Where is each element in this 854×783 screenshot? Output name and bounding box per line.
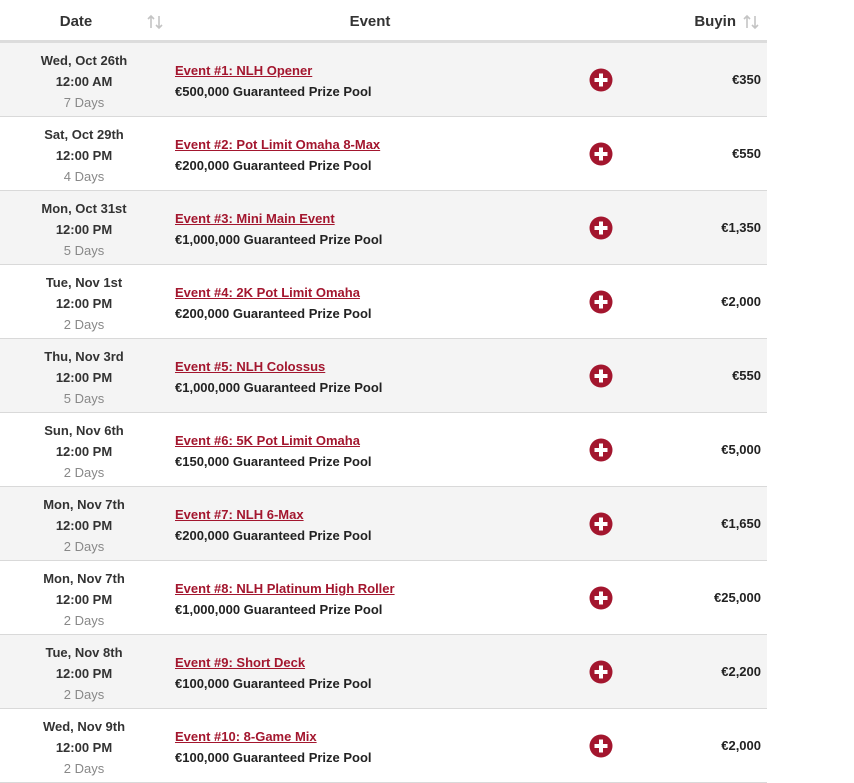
event-cell: [175, 578, 395, 620]
event-time: 12:00 PM: [55, 148, 113, 163]
event-name-link[interactable]: Event #4: 2K Pot Limit Omaha: [175, 285, 360, 300]
event-prize-pool: €200,000 Guaranteed Prize Pool: [175, 306, 372, 321]
plus-circle-icon[interactable]: [589, 216, 613, 240]
plus-circle-icon[interactable]: [589, 660, 613, 684]
date-column-header[interactable]: Date: [59, 13, 93, 30]
table-row: [0, 709, 767, 783]
event-name-link[interactable]: Event #6: 5K Pot Limit Omaha: [175, 433, 360, 448]
event-duration: 4 Days: [63, 169, 105, 184]
event-cell: [175, 356, 382, 398]
event-buyin: €550: [732, 146, 761, 161]
table-row: [0, 487, 767, 561]
event-duration: 2 Days: [63, 761, 105, 776]
table-row: [0, 635, 767, 709]
event-duration: 2 Days: [63, 317, 105, 332]
table-row: [0, 561, 767, 635]
event-duration: 7 Days: [63, 95, 105, 110]
event-prize-pool: €100,000 Guaranteed Prize Pool: [175, 676, 372, 691]
event-day: Sun, Nov 6th: [44, 423, 124, 438]
table-body: [0, 43, 767, 783]
event-time: 12:00 PM: [55, 592, 113, 607]
event-day: Mon, Nov 7th: [43, 571, 125, 586]
table-row: [0, 265, 767, 339]
table-header: [0, 0, 767, 43]
event-cell: [175, 652, 372, 694]
event-time: 12:00 PM: [55, 666, 113, 681]
event-time: 12:00 PM: [55, 740, 113, 755]
event-date-cell: [0, 346, 168, 409]
event-prize-pool: €1,000,000 Guaranteed Prize Pool: [175, 380, 383, 395]
event-day: Mon, Oct 31st: [41, 201, 127, 216]
event-time: 12:00 PM: [55, 444, 113, 459]
event-date-cell: [0, 50, 168, 113]
event-prize-pool: €150,000 Guaranteed Prize Pool: [175, 454, 372, 469]
event-date-cell: [0, 568, 168, 631]
event-date-cell: [0, 716, 168, 779]
event-duration: 2 Days: [63, 539, 105, 554]
plus-circle-icon[interactable]: [589, 142, 613, 166]
event-day: Tue, Nov 8th: [45, 645, 123, 660]
event-duration: 5 Days: [63, 391, 105, 406]
event-date-cell: [0, 198, 168, 261]
event-time: 12:00 PM: [55, 518, 113, 533]
event-name-link[interactable]: Event #7: NLH 6-Max: [175, 507, 304, 522]
event-day: Sat, Oct 29th: [44, 127, 124, 142]
event-prize-pool: €1,000,000 Guaranteed Prize Pool: [175, 232, 383, 247]
event-duration: 2 Days: [63, 465, 105, 480]
event-buyin: €2,000: [721, 738, 761, 753]
event-prize-pool: €200,000 Guaranteed Prize Pool: [175, 158, 372, 173]
plus-circle-icon[interactable]: [589, 68, 613, 92]
event-name-link[interactable]: Event #3: Mini Main Event: [175, 211, 335, 226]
event-time: 12:00 PM: [55, 296, 113, 311]
event-date-cell: [0, 494, 168, 557]
event-date-cell: [0, 124, 168, 187]
plus-circle-icon[interactable]: [589, 290, 613, 314]
sort-arrows-icon[interactable]: [146, 13, 164, 31]
event-day: Thu, Nov 3rd: [44, 349, 124, 364]
event-cell: [175, 282, 372, 324]
event-name-link[interactable]: Event #1: NLH Opener: [175, 63, 313, 78]
event-name-link[interactable]: Event #10: 8-Game Mix: [175, 729, 317, 744]
event-date-cell: [0, 642, 168, 705]
event-prize-pool: €100,000 Guaranteed Prize Pool: [175, 750, 372, 765]
event-cell: [175, 60, 372, 102]
event-buyin: €1,650: [721, 516, 761, 531]
event-day: Wed, Oct 26th: [40, 53, 128, 68]
event-buyin: €350: [732, 72, 761, 87]
table-row: [0, 191, 767, 265]
plus-circle-icon[interactable]: [589, 364, 613, 388]
event-prize-pool: €200,000 Guaranteed Prize Pool: [175, 528, 372, 543]
event-day: Tue, Nov 1st: [45, 275, 123, 290]
event-buyin: €2,200: [721, 664, 761, 679]
event-duration: 2 Days: [63, 687, 105, 702]
event-column-header: Event: [349, 13, 391, 30]
event-cell: [175, 726, 372, 768]
event-name-link[interactable]: Event #5: NLH Colossus: [175, 359, 326, 374]
event-date-cell: [0, 272, 168, 335]
plus-circle-icon[interactable]: [589, 586, 613, 610]
table-row: [0, 117, 767, 191]
event-buyin: €5,000: [721, 442, 761, 457]
plus-circle-icon[interactable]: [589, 734, 613, 758]
event-cell: [175, 430, 372, 472]
plus-circle-icon[interactable]: [589, 438, 613, 462]
event-buyin: €25,000: [714, 590, 761, 605]
event-cell: [175, 208, 382, 250]
table-row: [0, 43, 767, 117]
event-name-link[interactable]: Event #8: NLH Platinum High Roller: [175, 581, 395, 596]
event-buyin: €2,000: [721, 294, 761, 309]
event-name-link[interactable]: Event #2: Pot Limit Omaha 8-Max: [175, 137, 381, 152]
event-date-cell: [0, 420, 168, 483]
buyin-column-header[interactable]: Buyin: [694, 13, 736, 30]
event-time: 12:00 AM: [55, 74, 113, 89]
event-cell: [175, 504, 372, 546]
event-cell: [175, 134, 380, 176]
event-prize-pool: €1,000,000 Guaranteed Prize Pool: [175, 602, 383, 617]
table-row: [0, 413, 767, 487]
event-time: 12:00 PM: [55, 370, 113, 385]
event-prize-pool: €500,000 Guaranteed Prize Pool: [175, 84, 372, 99]
plus-circle-icon[interactable]: [589, 512, 613, 536]
event-name-link[interactable]: Event #9: Short Deck: [175, 655, 306, 670]
sort-arrows-icon[interactable]: [742, 13, 760, 31]
event-buyin: €550: [732, 368, 761, 383]
table-row: [0, 339, 767, 413]
event-day: Mon, Nov 7th: [43, 497, 125, 512]
event-time: 12:00 PM: [55, 222, 113, 237]
event-duration: 5 Days: [63, 243, 105, 258]
event-buyin: €1,350: [721, 220, 761, 235]
event-duration: 2 Days: [63, 613, 105, 628]
event-day: Wed, Nov 9th: [42, 719, 126, 734]
